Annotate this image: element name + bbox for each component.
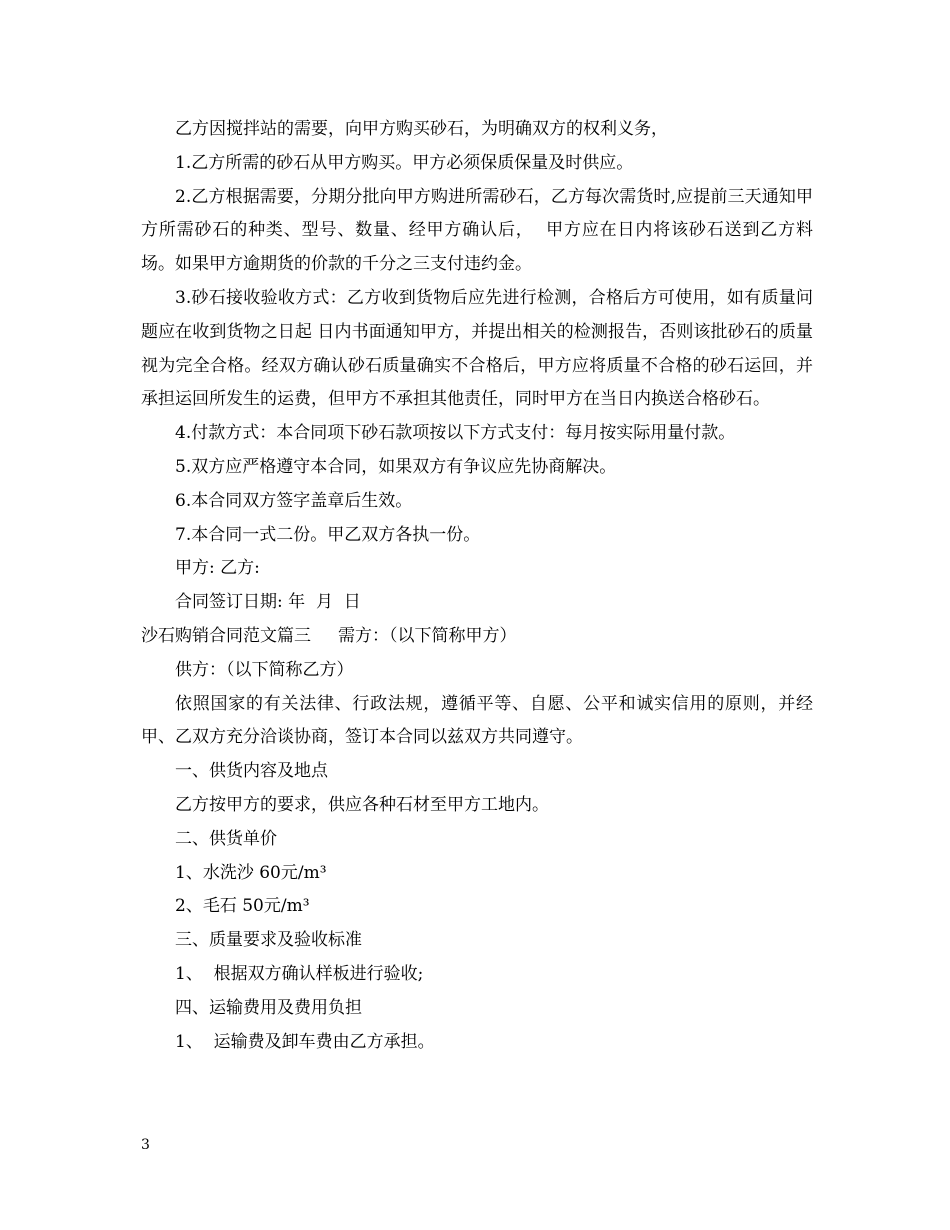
heading-transport: 四、运输费用及费用负担 <box>175 997 362 1018</box>
paragraph-clause-3: 3.砂石接收验收方式：乙方收到货物后应先进行检测，合格后方可使用，如有质量问题应在收到货物之日起 日内书面通知甲方，并提出相关的检测报告，否则该批砂石的质量视为完全合格。经双方确认砂石质量确实不合格后，甲方应将质量不合格的砂石运回，并承担运回所发生的运费，但甲方不承担其他责任，同时甲方在当日内换送合格砂石。 <box>141 287 813 410</box>
quality-item-1: 1、 根据双方确认样板进行验收; <box>175 963 424 984</box>
paragraph-supply-content: 乙方按甲方的要求，供应各种石材至甲方工地内。 <box>175 794 549 815</box>
section-heading: 沙石购销合同范文篇三 需方：（以下简称甲方） <box>141 625 517 646</box>
price-item-sand: 1、水洗沙 60元/m³ <box>175 862 327 883</box>
price-item-rubble: 2、毛石 50元/m³ <box>175 896 310 917</box>
transport-item-1: 1、 运输费及卸车费由乙方承担。 <box>175 1031 435 1052</box>
heading-supply-content: 一、供货内容及地点 <box>175 761 328 782</box>
paragraph-clause-2: 2.乙方根据需要，分期分批向甲方购进所需砂石，乙方每次需货时,应提前三天通知甲方所需砂石的种类、型号、数量、经甲方确认后， 甲方应在日内将该砂石送到乙方料场。如果甲方逾期货的价款的千分之三支付违约金。 <box>141 186 813 275</box>
paragraph-clause-5: 5.双方应严格遵守本合同，如果双方有争议应先协商解决。 <box>175 456 617 477</box>
paragraph-clause-6: 6.本合同双方签字盖章后生效。 <box>175 490 413 511</box>
signature-parties: 甲方: 乙方: <box>175 558 260 579</box>
signing-date: 合同签订日期: 年 月 日 <box>175 592 361 613</box>
paragraph-clause-1: 1.乙方所需的砂石从甲方购买。甲方必须保质保量及时供应。 <box>175 152 634 173</box>
paragraph-clause-7: 7.本合同一式二份。甲乙双方各执一份。 <box>175 524 481 545</box>
document-body <box>141 113 813 1059</box>
paragraph-preamble: 依照国家的有关法律、行政法规，遵循平等、自愿、公平和诚实信用的原则，并经甲、乙双方充分洽谈协商，签订本合同以兹双方共同遵守。 <box>141 693 813 748</box>
paragraph-intro: 乙方因搅拌站的需要，向甲方购买砂石，为明确双方的权利义务， <box>175 119 668 139</box>
heading-quality: 三、质量要求及验收标准 <box>175 930 362 951</box>
heading-unit-price: 二、供货单价 <box>175 828 277 849</box>
paragraph-clause-4: 4.付款方式：本合同项下砂石款项按以下方式支付：每月按实际用量付款。 <box>175 423 736 444</box>
page-number: 3 <box>141 1137 150 1153</box>
supplier-line: 供方：（以下简称乙方） <box>175 659 354 680</box>
